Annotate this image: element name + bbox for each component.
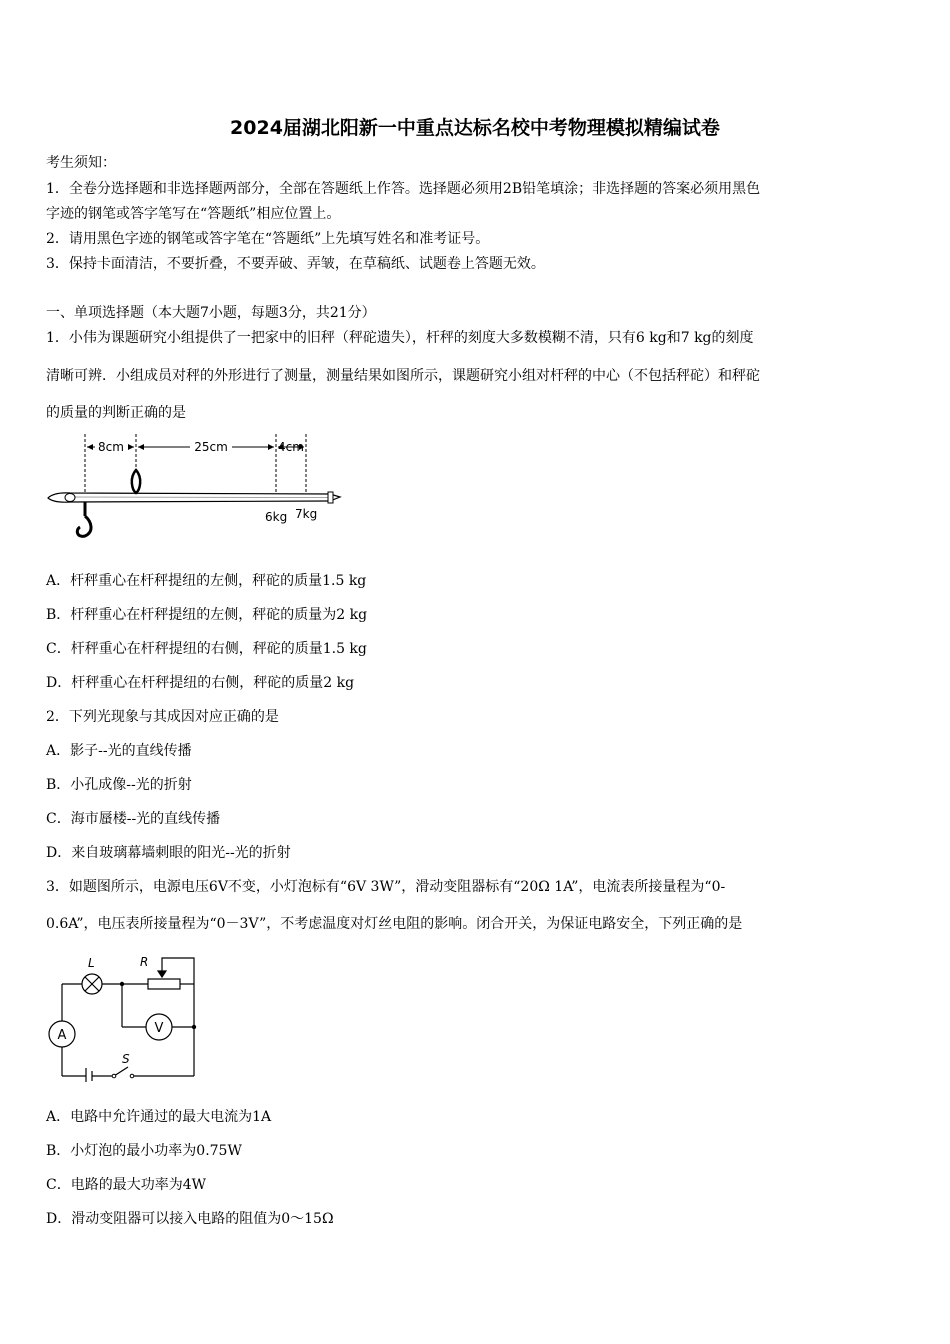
question-3-option-c[interactable]: C．电路的最大功率为4W xyxy=(46,1177,207,1193)
dim-label-8cm: 8cm xyxy=(98,440,124,454)
question-1-option-c[interactable]: C．杆秤重心在杆秤提纽的右侧，秤砣的质量1.5 kg xyxy=(46,641,367,657)
notice-item: 1．全卷分选择题和非选择题两部分，全部在答题纸上作答。选择题必须用2B铅笔填涂；非选择题的答案必须用黑色 xyxy=(46,181,761,197)
question-1-stem: 1．小伟为课题研究小组提供了一把家中的旧秤（秤砣遗失），杆秤的刻度大多数模糊不清，只有6 kg和7 kg的刻度 xyxy=(46,330,754,346)
mark-7kg: 7kg xyxy=(295,507,318,521)
rheostat-label: R xyxy=(140,955,149,969)
question-3-option-b[interactable]: B．小灯泡的最小功率为0.75W xyxy=(46,1143,242,1159)
lamp-label: L xyxy=(88,956,95,970)
question-3-stem: 3．如题图所示，电源电压6V不变，小灯泡标有“6V 3W”，滑动变阻器标有“20Ω 1A”，电流表所接量程为“0- xyxy=(46,879,726,895)
question-3-option-a[interactable]: A．电路中允许通过的最大电流为1A xyxy=(46,1109,272,1125)
notice-item: 2．请用黑色字迹的钢笔或答字笔在“答题纸”上先填写姓名和准考证号。 xyxy=(46,231,490,247)
notice-heading: 考生须知： xyxy=(46,155,116,171)
question-2-option-c[interactable]: C．海市蜃楼--光的直线传播 xyxy=(46,811,221,827)
ammeter-label: A xyxy=(57,1028,67,1043)
question-1-stem: 的质量的判断正确的是 xyxy=(46,405,186,421)
dim-label-4cm: 4cm xyxy=(278,440,304,454)
question-2-option-d[interactable]: D．来自玻璃幕墙刺眼的阳光--光的折射 xyxy=(46,845,291,861)
question-1-stem: 清晰可辨．小组成员对秤的外形进行了测量，测量结果如图所示，课题研究小组对杆秤的中心（不包括秤砣）和秤砣 xyxy=(46,368,760,384)
section-heading: 一、单项选择题（本大题7小题，每题3分，共21分） xyxy=(46,305,376,321)
question-1-option-d[interactable]: D．杆秤重心在杆秤提纽的右侧，秤砣的质量2 kg xyxy=(46,675,355,691)
page-title: 2024届湖北阳新一中重点达标名校中考物理模拟精编试卷 xyxy=(230,117,720,139)
question-2-stem: 2．下列光现象与其成因对应正确的是 xyxy=(46,709,279,725)
mark-6kg: 6kg xyxy=(265,510,288,524)
question-1-option-b[interactable]: B．杆秤重心在杆秤提纽的左侧，秤砣的质量为2 kg xyxy=(46,607,368,623)
notice-item: 3．保持卡面清洁，不要折叠，不要弄破、弄皱，在草稿纸、试题卷上答题无效。 xyxy=(46,256,545,272)
question-2-option-b[interactable]: B．小孔成像--光的折射 xyxy=(46,777,192,793)
question-2-option-a[interactable]: A．影子--光的直线传播 xyxy=(46,743,192,759)
steelyard-figure xyxy=(40,430,360,545)
dim-label-25cm: 25cm xyxy=(194,440,228,454)
voltmeter-label: V xyxy=(154,1021,164,1036)
question-1-option-a[interactable]: A．杆秤重心在杆秤提纽的左侧，秤砣的质量1.5 kg xyxy=(46,573,367,589)
notice-item: 字迹的钢笔或答字笔写在“答题纸”相应位置上。 xyxy=(46,206,341,222)
question-3-option-d[interactable]: D．滑动变阻器可以接入电路的阻值为0～15Ω xyxy=(46,1211,334,1227)
switch-label: S xyxy=(122,1052,130,1066)
question-3-stem: 0.6A”，电压表所接量程为“0－3V”，不考虑温度对灯丝电阻的影响。闭合开关，为保证电路安全，下列正确的是 xyxy=(46,916,743,932)
circuit-figure xyxy=(44,950,204,1082)
